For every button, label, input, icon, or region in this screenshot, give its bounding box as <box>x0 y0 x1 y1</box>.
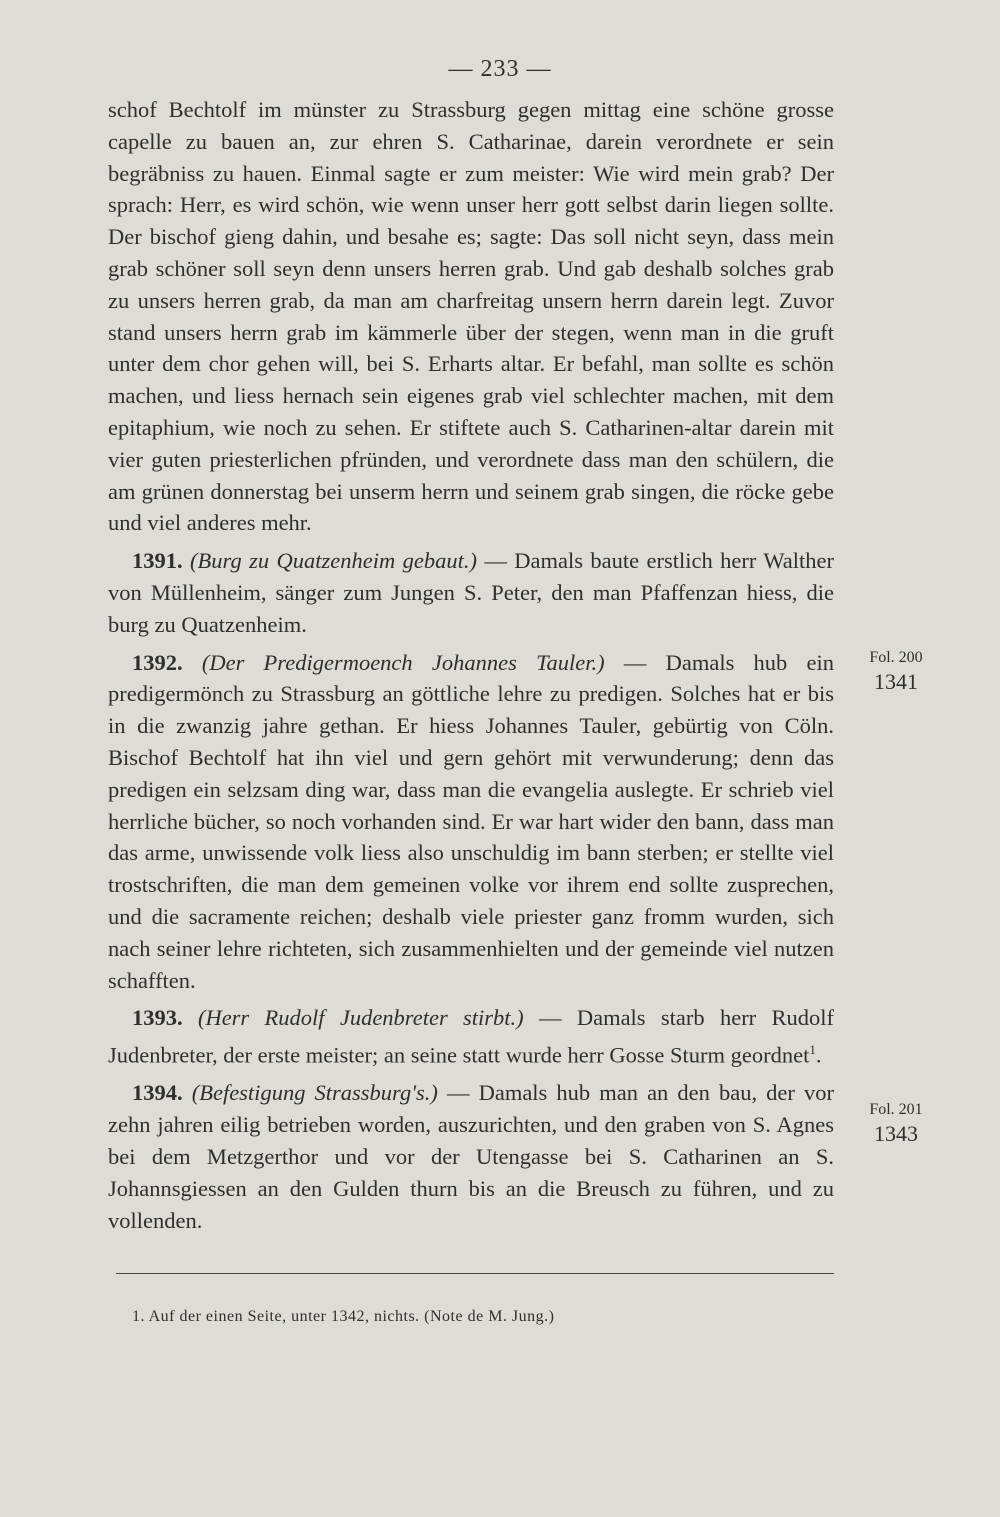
entry-number: 1392. <box>132 649 183 675</box>
footnote-divider <box>116 1273 834 1274</box>
entry-text: — Damals baute erstlich herr Walther von Müllenheim, sänger zum Jungen S. Peter, den man Pfaffenzan hiess, die burg zu Quatzenheim. <box>108 548 835 637</box>
entry-number: 1391. <box>132 548 183 574</box>
entry-number: 1393. <box>132 1005 183 1031</box>
margin-folio: Fol. 200 <box>869 649 923 666</box>
entry-heading: (Herr Rudolf Judenbreter stirbt.) <box>197 1005 524 1031</box>
margin-year: 1341 <box>874 669 918 694</box>
margin-note-fol-201 <box>846 1100 946 1148</box>
margin-folio: Fol. 201 <box>869 1101 923 1118</box>
main-text <box>108 94 834 1236</box>
footnote-ref: 1 <box>809 1042 816 1058</box>
entry-heading: (Burg zu Quatzenheim gebaut.) <box>190 548 477 574</box>
entry-text-end: . <box>815 1042 822 1068</box>
entry-text: — Damals hub man an den bau, der vor zehn jahren eilig betrieben worden, auszurichten, und den graben von S. Agnes bei dem Metzgerthor und vor der Utengasse bei S. Catharinen an S. Johannsgiessen an den Gulden thurn bis an die Breusch zu führen, und zu vollenden. <box>108 1080 834 1233</box>
entry-1394 <box>108 1077 834 1236</box>
intro-paragraph: schof Bechtolf im münster zu Strassburg gegen mittag eine schöne grosse capelle zu bauen an, zur ehren S. Catharinae, darein verordnete er sein begräbniss zu hauen. Einmal sagte er zum meister: Wie wird mein grab? Der sprach: Herr, es wird schön, wie wenn unser herr gott selbst darin liegen sollte. Der bischof gieng dahin, und besahe es; sagte: Das soll nicht seyn, dass mein grab schöner soll seyn denn unsers herren grab. Und gab deshalb solches grab zu unsers herren grab, da man am charfreitag unsern herrn darein legt. Zuvor stand unsers herrn grab im kämmerle über der stegen, wenn man in die gruft unter dem chor gehen will, bei S. Erharts altar. Er befahl, man sollte es schön machen, und liess hernach sein eigenes grab viel schlechter machen, mit dem epitaphium, wie noch zu sehen. Er stiftete auch S. Catharinen-altar darein mit vier guten priesterlichen pfründen, und verordnete dass man den schülern, die am grünen donnerstag bei unserm herrn und seinem grab singen, die röcke gebe und viel anderes mehr. <box>108 97 834 536</box>
entry-text: — Damals starb herr Rudolf Judenbreter, der erste meister; an seine statt wurde herr Gosse Sturm geordnet <box>108 1005 835 1068</box>
entry-number: 1394. <box>132 1080 183 1106</box>
entry-heading: (Der Predigermoench Johannes Tauler.) <box>201 649 605 675</box>
page-number: — 233 — <box>448 56 552 82</box>
entry-1392 <box>108 647 834 997</box>
footnote: 1. Auf der einen Seite, unter 1342, nichts. (Note de M. Jung.) <box>132 1308 555 1325</box>
entry-heading: (Befestigung Strassburg's.) <box>191 1080 438 1106</box>
margin-year: 1343 <box>874 1121 918 1146</box>
entry-text: — Damals hub ein predigermönch zu Strassburg an göttliche lehre zu predigen. Solches hat er bis in die zwanzig jahre gethan. Er hiess Johannes Tauler, gebürtig von Cöln. Bischof Bechtolf hat ihn viel und gern gehört mit verwunderung; denn das predigen ein selzsam ding war, dass man die evangelia auslegte. Er schrieb viel herrliche bücher, so noch vorhanden sind. Er war hart wider den bann, dass man das arme, unwissende volk liess also unschuldig im bann sterben; er stellte viel trostschriften, die man dem gemeinen volke vor ihrem end sollte zusprechen, und die sacramente reichen; deshalb viele priester ganz fromm wurden, sich nach seiner lehre richteten, sich zusammenhielten und der gemeinde viel nutzen schafften. <box>108 649 834 993</box>
entry-1393 <box>108 1002 834 1071</box>
margin-note-fol-200 <box>846 648 946 696</box>
entry-1391 <box>108 545 834 640</box>
